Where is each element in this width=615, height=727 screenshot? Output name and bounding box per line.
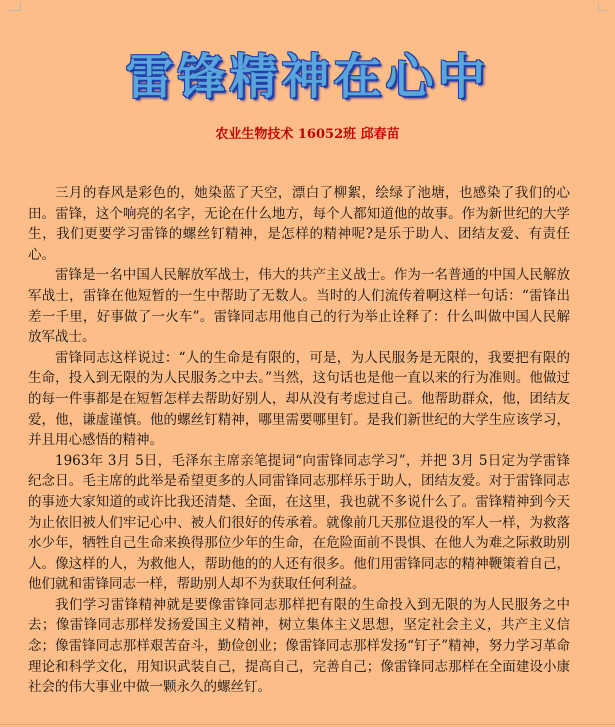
page-bottom-divider bbox=[0, 724, 615, 725]
paragraph: 1963年 3月 5日，毛泽东主席亲笔提词“向雷锋同志学习”，并把 3月 5日定为学雷锋纪念日。毛主席的此举是希望更多的人同雷锋同志那样乐于助人，团结友爱。对于雷锋同志的事迹大家知道的或许比我还清楚、全面，在这里，我也就不多说什么了。雷锋精神到今天为止依旧被人们牢记心中、被人们很好的传承着。就像前几天那位退役的军人一样，为救落水少年，牺牲自己生命来换得那位少年的生命，在危险面前不畏惧、在他人为难之际救助别人。像这样的人，为救他人，帮助他的的人还有很多。他们用雷锋同志的精神鞭策着自己，他们就和雷锋同志一样，帮助别人却不为获取任何利益。 bbox=[28, 452, 570, 593]
document-body bbox=[28, 183, 570, 698]
paragraph: 我们学习雷锋精神就是要像雷锋同志那样把有限的生命投入到无限的为人民服务之中去；像雷锋同志那样发扬爱国主义精神，树立集体主义思想，坚定社会主义，共产主义信念；像雷锋同志那样艰苦奋斗，勤俭创业；像雷锋同志那样发扬“钉子”精神，努力学习革命理论和科学文化，用知识武装自己，提高自己，完善自己；像雷锋同志那样在全面建设小康社会的伟大事业中做一颗永久的螺丝钉。 bbox=[28, 596, 570, 696]
document-title: 雷锋精神在心中 bbox=[125, 49, 490, 105]
page-corner-mark-right bbox=[598, 2, 607, 11]
paragraph: 雷锋同志这样说过：“人的生命是有限的，可是，为人民服务是无限的，我要把有限的生命，投入到无限的为人民服务之中去。”当然，这句话也是他一直以来的行为准则。他做过的每一件事都是在短暂怎样去帮助好别人，却从没有考虑过自己。他帮助群众，他，团结友爱，他，谦虚谨慎。他的螺丝钉精神，哪里需要哪里钉。是我们新世纪的大学生应该学习，并且用心感悟的精神。 bbox=[28, 349, 570, 449]
author-byline: 农业生物技术 16052班 邱春苗 bbox=[215, 127, 400, 142]
page-corner-mark-left bbox=[8, 2, 21, 11]
paragraph: 雷锋是一名中国人民解放军战士，伟大的共产主义战士。作为一名普通的中国人民解放军战士，雷锋在他短暂的一生中帮助了无数人。当时的人们流传着啊这样一句话：“雷锋出差一千里，好事做了一火车”。雷锋同志用他自己的行为举止诠释了：什么叫做中国人民解放军战士。 bbox=[28, 267, 570, 346]
paragraph: 三月的春风是彩色的，她染蓝了天空，漂白了柳絮，绘绿了池塘，也感染了我们的心田。雷锋，这个响亮的名字，无论在什么地方，每个人都知道他的故事。作为新世纪的大学生，我们更要学习雷锋的螺丝钉精神，是怎样的精神呢?是乐于助人、团结友爱、有责任心。 bbox=[28, 185, 570, 263]
